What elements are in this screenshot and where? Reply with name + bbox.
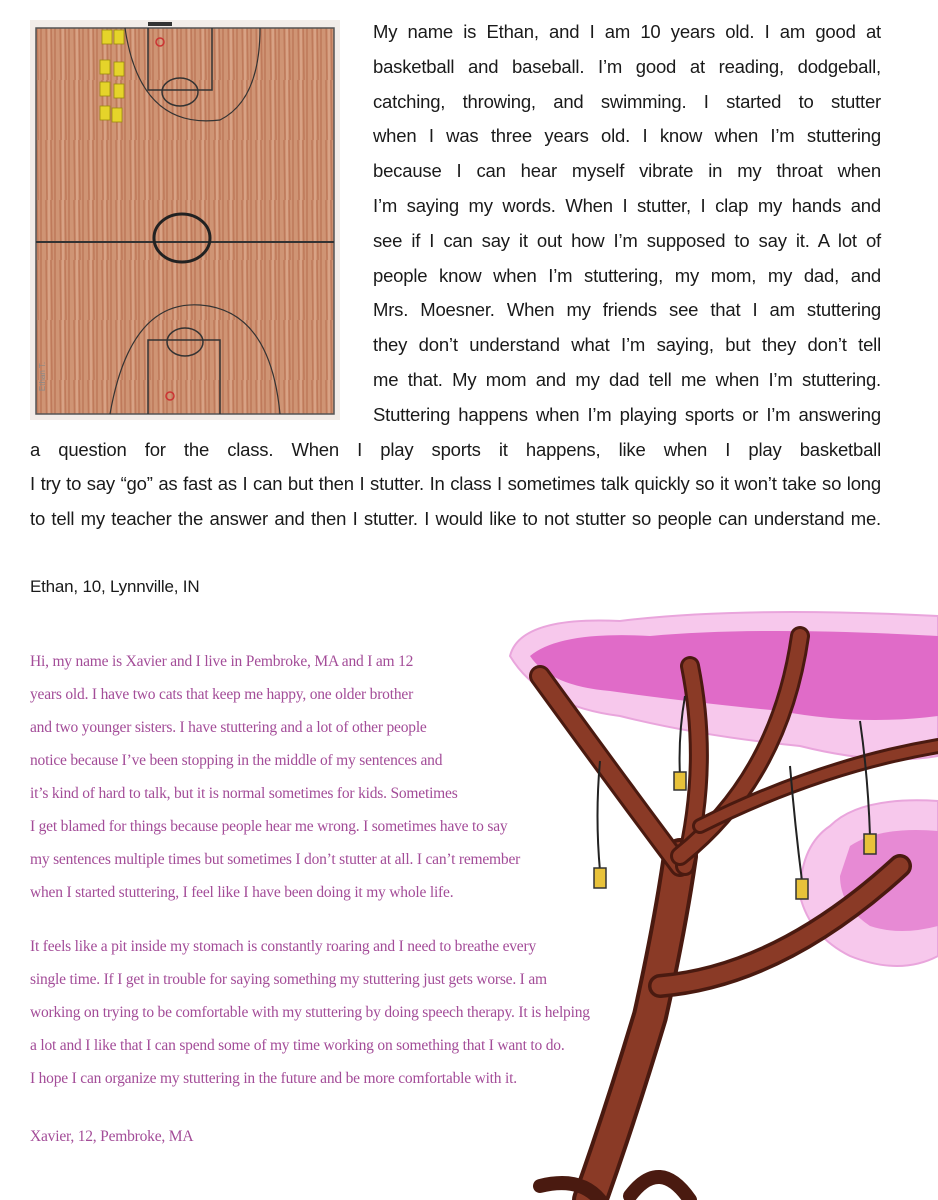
xavier-line: and two younger sisters. I have stuttering and a lot of other people <box>30 719 427 736</box>
ethan-line: people know when I’m stuttering, my mom, my dad, and <box>373 264 881 286</box>
xavier-paragraph-1 <box>30 645 640 909</box>
ethan-story <box>30 15 881 537</box>
xavier-line: I hope I can organize my stuttering in the future and be more comfortable with it. <box>30 1070 517 1087</box>
ethan-line: to tell my teacher the answer and then I stutter. I would like to not stutter so people can understand me. <box>30 508 881 530</box>
ethan-line: me that. My mom and my dad tell me when I’m stuttering. <box>373 368 881 390</box>
drawing-spacer <box>30 15 373 417</box>
ethan-line: I try to say “go” as fast as I can but then I stutter. In class I sometimes talk quickly so it won’t take so long <box>30 473 881 495</box>
ethan-signature: Ethan, 10, Lynnville, IN <box>30 577 200 596</box>
xavier-line: working on trying to be comfortable with my stuttering by doing speech therapy. It is helping <box>30 1004 590 1021</box>
xavier-line: years old. I have two cats that keep me happy, one older brother <box>30 686 414 703</box>
xavier-line: it’s kind of hard to talk, but it is normal sometimes for kids. Sometimes <box>30 785 458 802</box>
ethan-line: catching, throwing, and swimming. I started to stutter <box>373 90 881 112</box>
ethan-line: see if I can say it out how I’m supposed to say it. A lot of <box>373 229 881 251</box>
xavier-paragraph-2 <box>30 930 640 1095</box>
xavier-line: I get blamed for things because people hear me wrong. I sometimes have to say <box>30 818 508 835</box>
ethan-line: Stuttering happens when I’m playing sports or I’m answering <box>373 403 881 425</box>
xavier-line: It feels like a pit inside my stomach is constantly roaring and I need to breathe every <box>30 938 536 955</box>
ethan-line: a question for the class. When I play sports it happens, like when I play basketball <box>30 438 881 460</box>
xavier-line: single time. If I get in trouble for saying something my stuttering just gets worse. I am <box>30 971 547 988</box>
ethan-line: I’m saying my words. When I stutter, I clap my hands and <box>373 194 881 216</box>
xavier-signature: Xavier, 12, Pembroke, MA <box>30 1128 194 1145</box>
ethan-line: because I can hear myself vibrate in my throat when <box>373 160 881 182</box>
court-drawing-signature: Ethan T. <box>38 361 48 392</box>
xavier-line: my sentences multiple times but sometimes I don’t stutter at all. I can’t remember <box>30 851 521 868</box>
ethan-line: when I was three years old. I know when I’m stuttering <box>373 125 881 147</box>
ethan-line: My name is Ethan, and I am 10 years old. I am good at <box>373 21 881 42</box>
xavier-line: when I started stuttering, I feel like I have been doing it my whole life. <box>30 884 454 901</box>
xavier-line: a lot and I like that I can spend some of my time working on something that I want to do. <box>30 1037 565 1054</box>
ethan-line: they don’t understand what I’m saying, but they don’t tell <box>373 334 881 356</box>
ethan-line: basketball and baseball. I’m good at reading, dodgeball, <box>373 55 881 77</box>
ethan-line: Mrs. Moesner. When my friends see that I am stuttering <box>373 299 881 321</box>
xavier-line: notice because I’ve been stopping in the middle of my sentences and <box>30 752 443 769</box>
xavier-line: Hi, my name is Xavier and I live in Pembroke, MA and I am 12 <box>30 653 414 670</box>
